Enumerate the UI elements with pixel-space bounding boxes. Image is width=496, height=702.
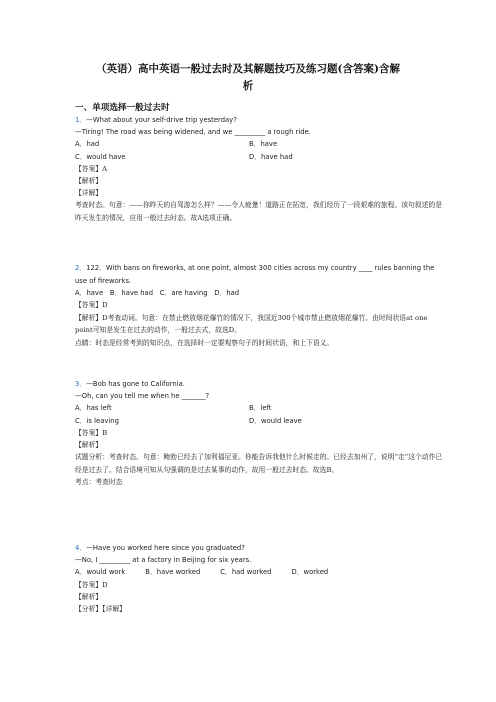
analysis-text: 【解析】D考查动词。句意：在禁止燃放烟花爆竹的情况下，我国近300个城市禁止燃放烟花爆竹。由时间状语at one point可知是发生在过去的动作，一般过去式，故选D。 xyxy=(75,313,428,335)
options-row xyxy=(75,402,445,414)
question-text: —Have you worked here since you graduated? xyxy=(86,544,245,552)
option-a: A．had xyxy=(75,140,100,149)
question-text: —Tiring! The road was being widened, and we _________ a rough ride. xyxy=(75,128,311,137)
analysis-label: 【解析】 xyxy=(75,592,103,601)
option-d: D．have had xyxy=(249,152,293,161)
analysis-text: 试题分析：考查时态。句意：鲍勃已经去了加利福尼亚。你能告诉我他什么时候走的。已经去加州了，说明“走”这个动作已经是过去了。结合语境可知从句强调的是过去某事的动作，故用一般过去时态。故选B。 xyxy=(75,453,443,474)
question-number: 2． xyxy=(75,264,87,272)
question-3 xyxy=(75,378,445,489)
question-4 xyxy=(75,542,445,615)
question-text: —Bob has gone to California. xyxy=(86,380,185,388)
answer: 【答案】B xyxy=(75,428,108,437)
options-row xyxy=(75,566,445,578)
option-d: D．would leave xyxy=(249,416,302,425)
analysis-label: 【解析】 xyxy=(75,177,103,186)
fenxi-label: 【分析】【详解】 xyxy=(75,605,126,614)
option-d: D．worked xyxy=(291,568,329,577)
section-heading: 一、单项选择一般过去时 xyxy=(75,103,170,113)
option-a: A．has left xyxy=(75,404,112,413)
detail-label: 【详解】 xyxy=(75,189,103,198)
options-row xyxy=(75,138,445,150)
option-b: B．left xyxy=(249,404,272,413)
detail-text: 考查时态。句意：——你昨天的自驾游怎么样？——令人疲惫！道路正在拓宽，我们经历了一段艰难的旅程。该句叙述的是昨天发生的情况，应用一般过去时态。故A选项正确。 xyxy=(75,201,443,223)
option-c: C．had worked xyxy=(220,568,272,577)
option-a: A．would work xyxy=(75,568,126,577)
option-c: C．would have xyxy=(75,152,126,161)
title-line-1: （英语）高中英语一般过去时及其解题技巧及练习题(含答案)含解 xyxy=(96,63,400,75)
analysis-label: 【解析】 xyxy=(75,441,103,450)
question-number: 1． xyxy=(75,116,87,124)
question-1 xyxy=(75,114,445,225)
option-b: B．have worked xyxy=(145,568,201,577)
question-number: 4． xyxy=(75,544,87,552)
options-row xyxy=(75,151,445,163)
option-c: C．is leaving xyxy=(75,416,119,425)
question-2 xyxy=(75,262,445,349)
answer: 【答案】D xyxy=(75,301,108,310)
answer: 【答案】A xyxy=(75,164,108,173)
options-row xyxy=(75,415,445,427)
options-row: A．have B．have had C．are having D．had xyxy=(75,289,240,298)
option-b: B．have xyxy=(249,140,278,149)
question-text: —What about your self-drive trip yesterday? xyxy=(86,116,237,124)
question-number: 3． xyxy=(75,380,87,388)
point-text: 点睛：时态是经常考到的知识点，在选择时一定要观察句子的时间状语，和上下语义。 xyxy=(75,338,334,347)
question-text: —Oh, can you tell me when he _______? xyxy=(75,392,210,401)
document-title xyxy=(60,61,436,95)
question-text: —No, I _________ at a factory in Beijing for six years. xyxy=(75,556,252,565)
answer: 【答案】D xyxy=(75,580,108,589)
title-line-2: 析 xyxy=(242,80,254,92)
point-text: 考点：考查时态 xyxy=(75,478,123,487)
question-text: 122．With bans on fireworks, at one point, almost 300 cities across my country ____ rules banning the use of fireworks. xyxy=(75,264,435,285)
